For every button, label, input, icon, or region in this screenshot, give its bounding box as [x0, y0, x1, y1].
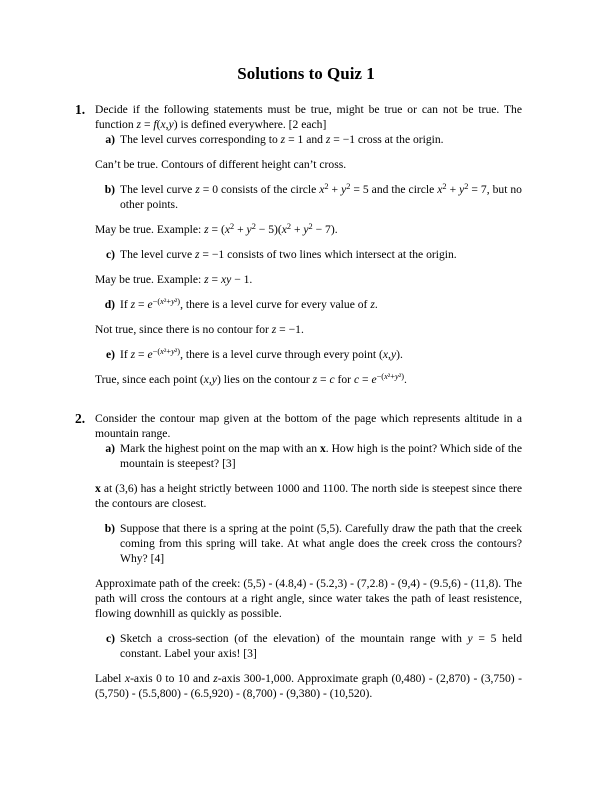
part-label: a) [105, 442, 115, 455]
part-text: The level curve z = 0 consists of the circle $x^2 + y^2 = 5$ and the circle $x^2 + y^2 = 7$, but no other points. [120, 182, 522, 211]
part-text: The level curves corresponding to z = 1 and z = −1 cross at the origin. [120, 133, 444, 146]
question-number: 1. [75, 102, 86, 117]
part-label: a) [105, 133, 115, 146]
question-part [95, 631, 522, 661]
part-label: b) [104, 522, 115, 535]
answer-text: x at (3,6) has a height strictly between 1000 and 1100. The north side is steepest since there the contours are closest. [95, 482, 522, 510]
part-text: If $z = e^{-(x^2+y^2)}$, there is a level curve through every point (x,y). [120, 347, 403, 361]
answer-text: Can’t be true. Contours of different height can’t cross. [95, 158, 347, 171]
answer-text: Not true, since there is no contour for z = −1. [95, 323, 304, 336]
answer-text: Approximate path of the creek: (5,5) - (4.8,4) - (5.2,3) - (7,2.8) - (9,4) - (9.5,6) - (11,8). The path will cross the contours at a right angle, since water takes the path of least resistence, flowing downhill as quickly as possible. [95, 577, 522, 620]
question-body [95, 411, 522, 701]
part-label: b) [104, 183, 115, 196]
page-title: Solutions to Quiz 1 [237, 64, 375, 83]
questions-list [75, 102, 522, 701]
part-label: e) [105, 348, 115, 361]
question-part [95, 347, 522, 362]
question-part [95, 132, 522, 147]
part-label: c) [105, 632, 115, 645]
part-label: c) [105, 248, 115, 261]
part-text: If $z = e^{-(x^2+y^2)}$, there is a level curve for every value of z. [120, 297, 378, 311]
question-part [95, 182, 522, 212]
question-part [95, 441, 522, 471]
answer-text: May be true. Example: $z = (x^2 + y^2 - 5)(x^2 + y^2 - 7)$. [95, 222, 338, 236]
question-body [95, 102, 522, 387]
question-intro: Consider the contour map given at the bottom of the page which represents altitude in a mountain range. [95, 412, 522, 440]
question-number: 2. [75, 411, 86, 426]
answer-text: May be true. Example: z = xy − 1. [95, 273, 253, 286]
part-text: Sketch a cross-section (of the elevation) of the mountain range with y = 5 held constant. Label your axis! [3] [120, 632, 522, 660]
part-text: The level curve z = −1 consists of two lines which intersect at the origin. [120, 248, 457, 261]
question-part [95, 521, 522, 566]
question [75, 411, 522, 701]
part-label: d) [104, 298, 115, 311]
question-intro: Decide if the following statements must be true, might be true or can not be true. The function z = f(x,y) is defined everywhere. [2 each] [95, 103, 522, 131]
question [75, 102, 522, 387]
question-part [95, 247, 522, 262]
part-text: Mark the highest point on the map with an x. How high is the point? Which side of the mountain is steepest? [3] [120, 442, 522, 470]
answer-text: Label x-axis 0 to 10 and z-axis 300-1,000. Approximate graph (0,480) - (2,870) - (3,750) - (5,750) - (5.5,800) - (6.5,920) - (8,700) - (9,380) - (10,520). [95, 672, 523, 700]
answer-text: True, since each point (x,y) lies on the contour z = c for $c = e^{-(x^2+y^2)}$. [95, 372, 407, 386]
part-text: Suppose that there is a spring at the point (5,5). Carefully draw the path that the creek coming from this spring will take. At what angle does the creek cross the contours? Why? [4] [120, 522, 522, 565]
question-part [95, 297, 522, 312]
